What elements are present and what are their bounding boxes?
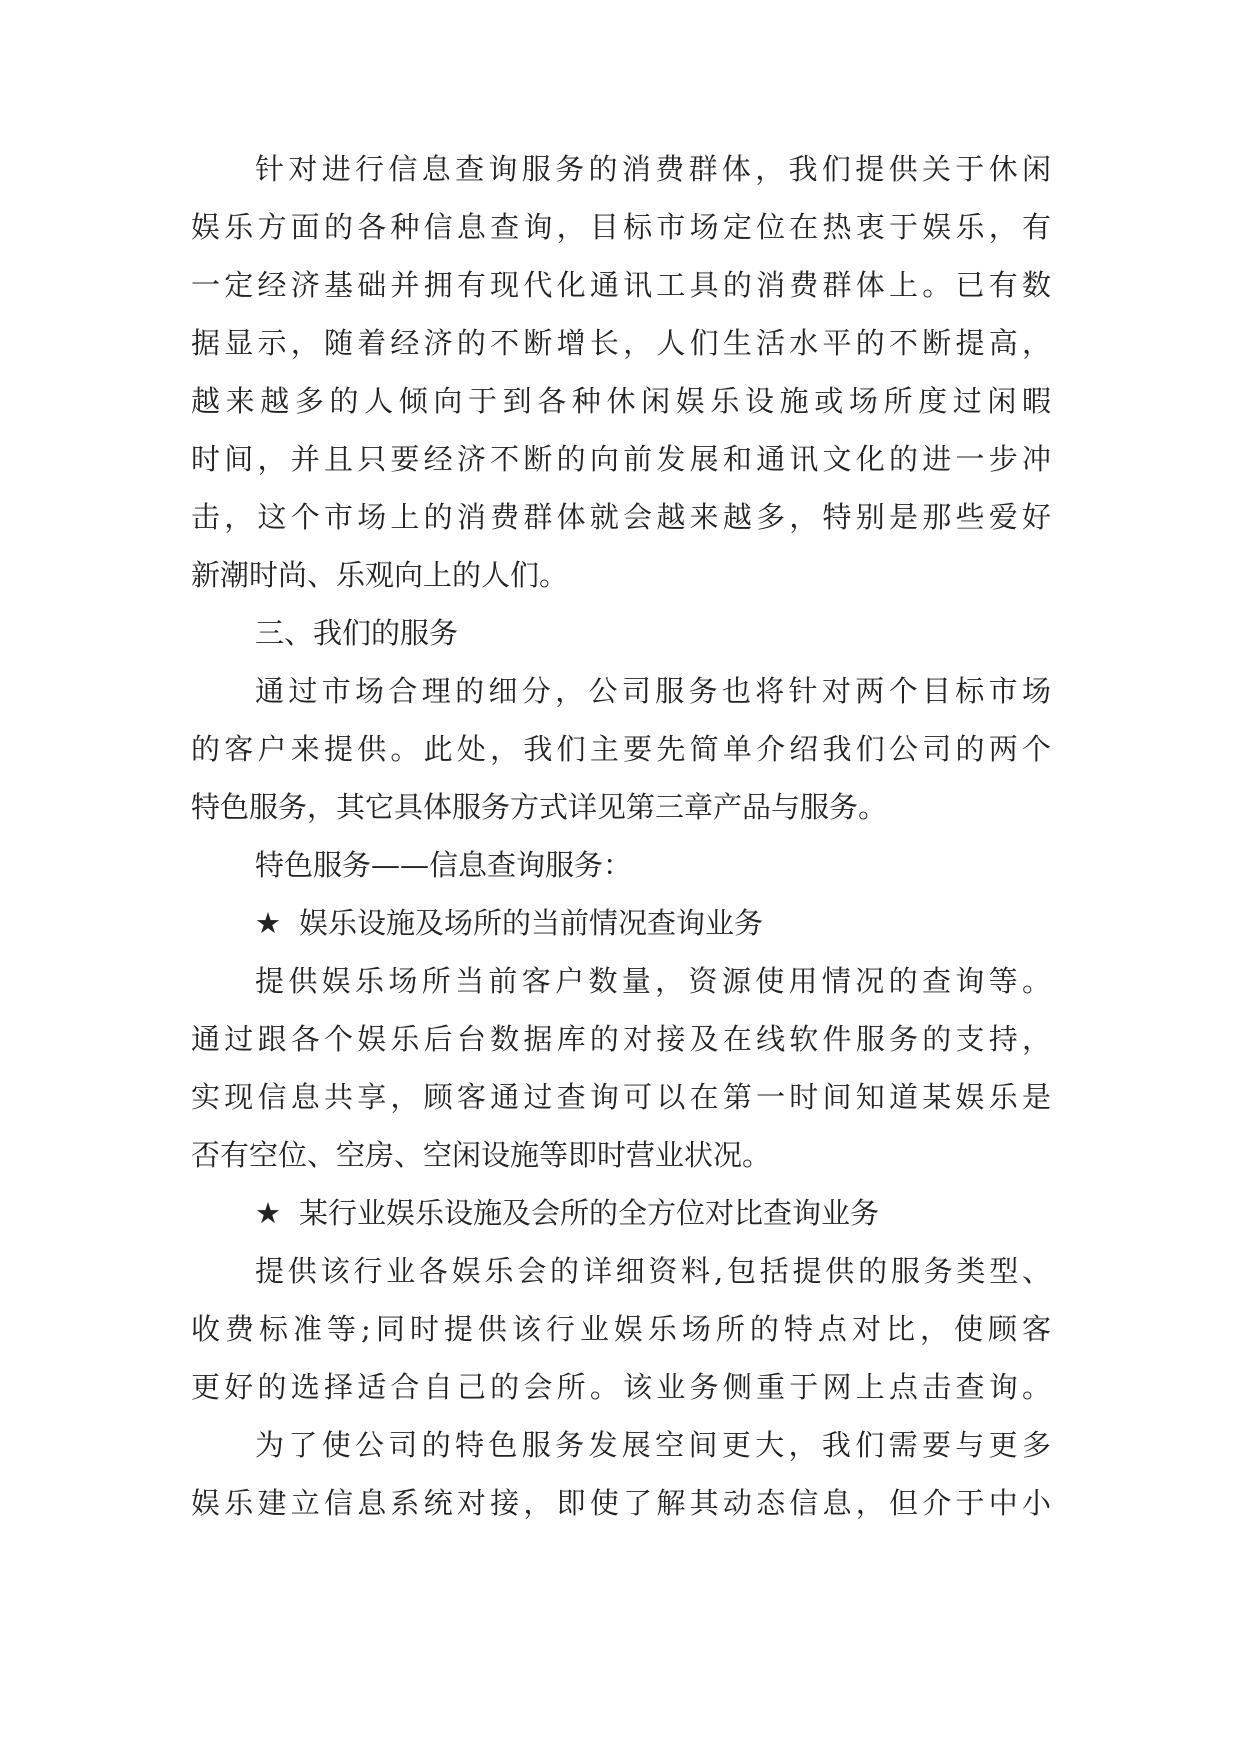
bullet-item-1-text: 娱乐设施及场所的当前情况查询业务	[299, 906, 764, 940]
paragraph-1-line-2: 娱乐方面的各种信息查询，目标市场定位在热衷于娱乐，有	[191, 210, 1051, 244]
paragraph-1-line-3: 一定经济基础并拥有现代化通讯工具的消费群体上。已有数	[191, 268, 1051, 302]
paragraph-1-line-6: 时间，并且只要经济不断的向前发展和通讯文化的进一步冲	[191, 442, 1051, 476]
paragraph-5-line-2: 娱乐建立信息系统对接，即使了解其动态信息，但介于中小	[191, 1486, 1051, 1520]
paragraph-1-line-8: 新潮时尚、乐观向上的人们。	[191, 558, 569, 592]
bullet-item-2	[255, 1184, 879, 1242]
bullet-item-1	[255, 894, 763, 952]
paragraph-3-line-4: 否有空位、空房、空闲设施等即时营业状况。	[191, 1138, 772, 1172]
star-icon: ★	[255, 906, 281, 940]
section-heading: 三、我们的服务	[255, 616, 459, 650]
bullet-item-2-text: 某行业娱乐设施及会所的全方位对比查询业务	[299, 1196, 880, 1230]
paragraph-1-line-1: 针对进行信息查询服务的消费群体，我们提供关于休闲	[255, 152, 1051, 186]
paragraph-3-line-1: 提供娱乐场所当前客户数量，资源使用情况的查询等。	[255, 964, 1051, 998]
paragraph-3-line-2: 通过跟各个娱乐后台数据库的对接及在线软件服务的支持，	[191, 1022, 1051, 1056]
paragraph-4-line-1: 提供该行业各娱乐会的详细资料,包括提供的服务类型、	[255, 1254, 1051, 1288]
paragraph-2-line-1: 通过市场合理的细分，公司服务也将针对两个目标市场	[255, 674, 1051, 708]
paragraph-3-line-3: 实现信息共享，顾客通过查询可以在第一时间知道某娱乐是	[191, 1080, 1051, 1114]
feature-service-heading: 特色服务——信息查询服务：	[255, 848, 633, 882]
paragraph-2-line-3: 特色服务，其它具体服务方式详见第三章产品与服务。	[191, 790, 888, 824]
paragraph-1-line-5: 越来越多的人倾向于到各种休闲娱乐设施或场所度过闲暇	[191, 384, 1051, 418]
paragraph-5-line-1: 为了使公司的特色服务发展空间更大，我们需要与更多	[255, 1428, 1051, 1462]
star-icon: ★	[255, 1196, 281, 1230]
paragraph-2-line-2: 的客户来提供。此处，我们主要先简单介绍我们公司的两个	[191, 732, 1051, 766]
paragraph-1-line-7: 击，这个市场上的消费群体就会越来越多，特别是那些爱好	[191, 500, 1051, 534]
paragraph-4-line-2: 收费标准等;同时提供该行业娱乐场所的特点对比，使顾客	[191, 1312, 1051, 1346]
paragraph-1-line-4: 据显示，随着经济的不断增长，人们生活水平的不断提高，	[191, 326, 1051, 360]
paragraph-4-line-3: 更好的选择适合自己的会所。该业务侧重于网上点击查询。	[191, 1370, 1051, 1404]
